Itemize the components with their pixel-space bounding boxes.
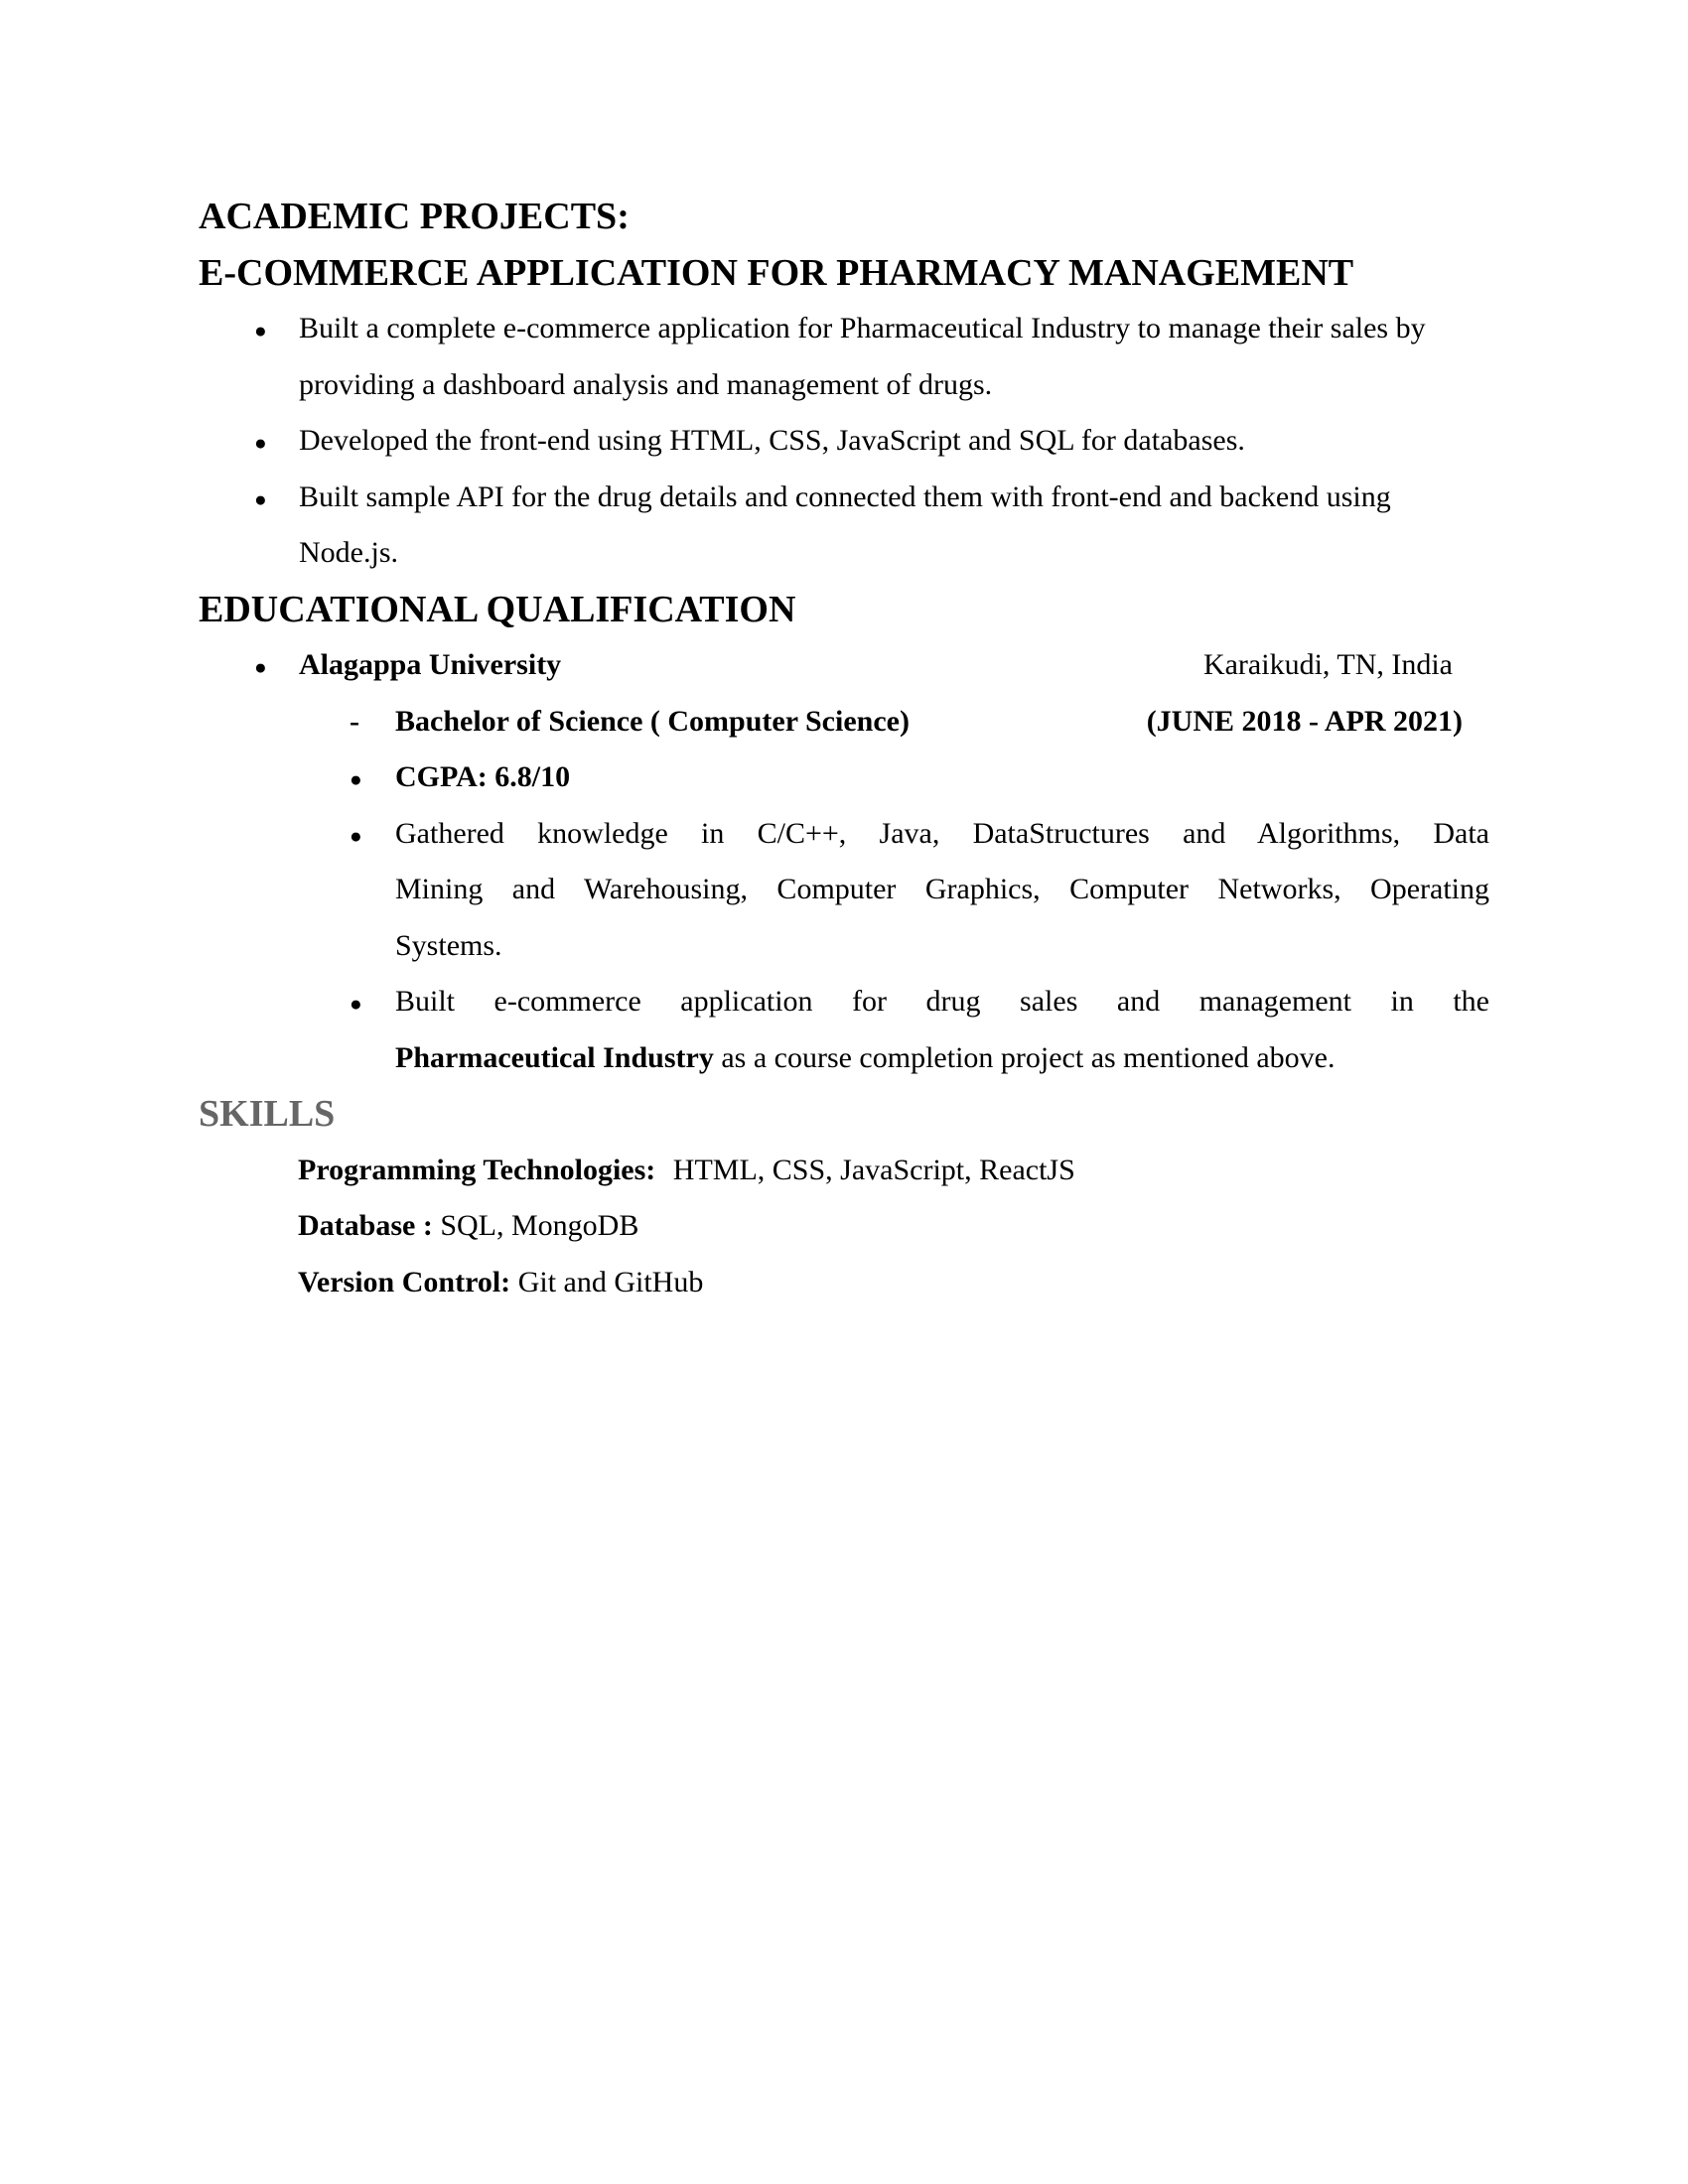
education-coursework-bullet bbox=[199, 806, 1489, 975]
bullet-icon: ● bbox=[254, 486, 267, 511]
university-location: Karaikudi, TN, India bbox=[1202, 648, 1453, 681]
section-heading-academic-projects: ACADEMIC PROJECTS: bbox=[199, 196, 630, 237]
education-cgpa-row bbox=[199, 750, 1489, 806]
degree-name: Bachelor of Science ( Computer Science) bbox=[395, 704, 910, 738]
project-bullet-item bbox=[199, 413, 1489, 470]
project-bullet-text: Built sample API for the drug details and connected them with front-end and backend using Node.js. bbox=[299, 479, 1391, 569]
project-title: E-COMMERCE APPLICATION FOR PHARMACY MANAGEMENT bbox=[199, 251, 1354, 294]
bullet-icon: ● bbox=[254, 655, 267, 679]
page-content bbox=[199, 189, 1489, 1310]
section-heading-skills: SKILLS bbox=[199, 1093, 336, 1135]
bullet-icon: ● bbox=[350, 823, 362, 848]
final-bullet-line: Built e-commerce application for drug sales and management in the bbox=[395, 985, 1489, 1018]
education-university-row bbox=[199, 637, 1489, 694]
skill-row bbox=[199, 1255, 1489, 1311]
bullet-icon: ● bbox=[254, 319, 267, 342]
coursework-line: Gathered knowledge in C/C++, Java, DataStructures and Algorithms, Data bbox=[395, 816, 1489, 850]
bullet-icon: ● bbox=[350, 992, 362, 1016]
education-project-bullet bbox=[199, 974, 1489, 1086]
coursework-line: Mining and Warehousing, Computer Graphics, Computer Networks, Operating bbox=[395, 873, 1489, 905]
skill-row bbox=[199, 1143, 1489, 1199]
bullet-icon: ● bbox=[254, 431, 267, 455]
project-bullet-text: Built a complete e-commerce application for Pharmaceutical Industry to manage their sales by providing a dashboard analysis and management of drugs. bbox=[299, 312, 1426, 401]
skill-value: Git and GitHub bbox=[517, 1265, 704, 1298]
education-degree-row bbox=[199, 694, 1489, 751]
section-heading-educational-qualification: EDUCATIONAL QUALIFICATION bbox=[199, 588, 796, 630]
skill-row bbox=[199, 1198, 1489, 1255]
project-bullet-text: Developed the front-end using HTML, CSS, JavaScript and SQL for databases. bbox=[299, 424, 1245, 457]
final-bullet-line bbox=[395, 1030, 1489, 1087]
coursework-line: Systems. bbox=[395, 928, 502, 962]
dash-icon: - bbox=[350, 704, 359, 738]
bullet-icon: ● bbox=[350, 767, 362, 791]
cgpa-text: CGPA: 6.8/10 bbox=[395, 760, 571, 793]
final-bullet-bold-text: Pharmaceutical Industry bbox=[395, 1040, 714, 1074]
skill-value: SQL, MongoDB bbox=[440, 1209, 639, 1242]
degree-period: (JUNE 2018 - APR 2021) bbox=[1146, 704, 1463, 738]
project-bullet-item bbox=[199, 301, 1489, 413]
skill-label: Database : bbox=[298, 1209, 433, 1242]
skill-label: Version Control: bbox=[298, 1265, 511, 1298]
university-name: Alagappa University bbox=[299, 648, 562, 681]
skill-value: HTML, CSS, JavaScript, ReactJS bbox=[672, 1153, 1075, 1186]
final-bullet-rest-text: as a course completion project as mentioned above. bbox=[721, 1040, 1336, 1074]
skill-label: Programming Technologies: bbox=[298, 1153, 656, 1186]
project-bullet-item bbox=[199, 470, 1489, 582]
